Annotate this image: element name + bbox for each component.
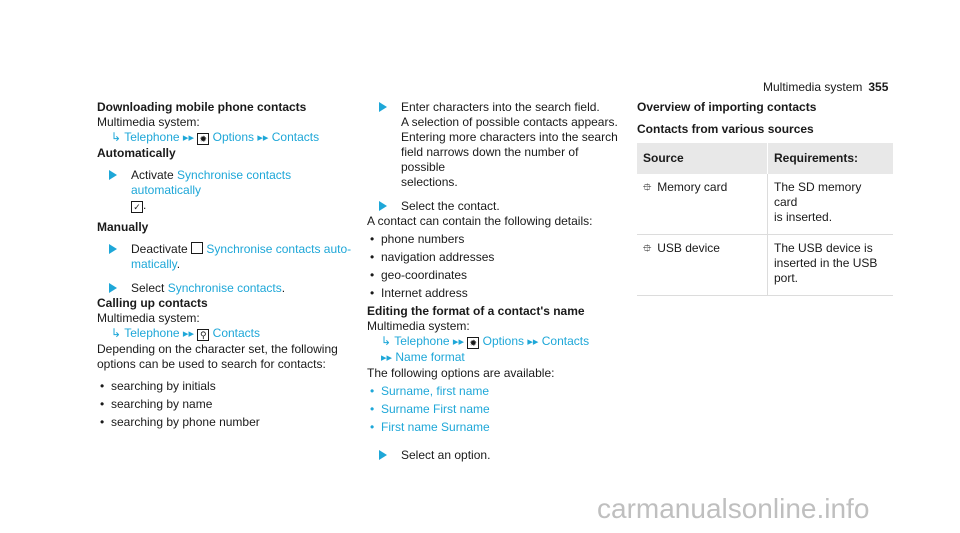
- checkbox-checked-icon: ✓: [131, 201, 143, 213]
- return-arrow-icon: ↳: [111, 130, 122, 144]
- path-telephone[interactable]: Telephone: [394, 334, 450, 348]
- option-item[interactable]: • First name Surname: [367, 420, 619, 435]
- auto-step: Activate Synchronise contacts automatically ✓ .: [97, 168, 352, 213]
- edit-menu-path-cont: [367, 350, 619, 366]
- call-text: Depending on the character set, the following: [97, 342, 338, 356]
- return-arrow-icon: ↳: [111, 326, 122, 340]
- edit-path-label: Multimedia system:: [367, 319, 470, 333]
- path-options[interactable]: Options: [482, 334, 525, 348]
- chevron-right-icon: ▸▸: [182, 132, 194, 144]
- column-1: [97, 100, 352, 430]
- list-item: • phone numbers: [367, 232, 619, 247]
- manual-heading: Manually: [97, 220, 149, 234]
- running-header: [763, 80, 888, 95]
- table-header-row: [637, 143, 893, 174]
- step-arrow-icon: [379, 201, 387, 211]
- step-arrow-icon: [109, 244, 117, 254]
- sync-manual-link[interactable]: Synchronise contacts auto-: [206, 242, 352, 256]
- edit-heading: Editing the format of a contact's name: [367, 304, 585, 318]
- page-number: 355: [868, 80, 889, 94]
- select-sync-step: Select Synchronise contacts.: [97, 281, 352, 296]
- col-header-requirements: Requirements:: [768, 143, 894, 174]
- sync-auto-link[interactable]: Synchronise contacts automatically: [131, 168, 292, 197]
- list-item: • searching by name: [97, 397, 352, 412]
- path-contacts[interactable]: Contacts: [541, 334, 590, 348]
- gear-icon: ✹: [197, 133, 209, 145]
- path-options[interactable]: Options: [212, 130, 255, 144]
- call-path-label: Multimedia system:: [97, 311, 200, 325]
- column-2: [367, 100, 619, 463]
- return-arrow-icon: ↳: [381, 334, 392, 348]
- option-item[interactable]: • Surname First name: [367, 402, 619, 417]
- call-heading: Calling up contacts: [97, 296, 208, 310]
- list-item: • Internet address: [367, 286, 619, 301]
- available-text: The following options are available:: [367, 366, 555, 380]
- edit-menu-path: [367, 334, 619, 350]
- col-header-source: Source: [637, 143, 768, 174]
- step-arrow-icon: [109, 170, 117, 180]
- watermark: carmanualsonline.info: [597, 493, 870, 524]
- step-arrow-icon: [109, 283, 117, 293]
- option-item[interactable]: • Surname, first name: [367, 384, 619, 399]
- table-row: ⯐ USB device The USB device is inserted in the USB port.: [637, 235, 893, 296]
- chevron-right-icon: ▸▸: [452, 336, 464, 348]
- chevron-right-icon: ▸▸: [257, 132, 269, 144]
- path-name-format[interactable]: Name format: [395, 350, 465, 364]
- chevron-right-icon: ▸▸: [182, 328, 194, 340]
- select-option-step: Select an option.: [367, 448, 619, 463]
- dl-heading: Downloading mobile phone contacts: [97, 100, 307, 114]
- dl-path-label: Multimedia system:: [97, 115, 200, 129]
- path-telephone[interactable]: Telephone: [124, 326, 180, 340]
- list-item: • searching by initials: [97, 379, 352, 394]
- contains-text: A contact can contain the following details:: [367, 214, 593, 228]
- checkbox-empty-icon: [191, 242, 203, 254]
- call-text: options can be used to search for contacts:: [97, 357, 326, 371]
- gear-icon: ✹: [467, 337, 479, 349]
- step-arrow-icon: [379, 450, 387, 460]
- auto-heading: Automatically: [97, 146, 176, 160]
- path-contacts[interactable]: Contacts: [212, 326, 261, 340]
- select-contact-step: Select the contact.: [367, 199, 619, 214]
- list-item: • geo-coordinates: [367, 268, 619, 283]
- sources-table: [637, 143, 893, 296]
- path-telephone[interactable]: Telephone: [124, 130, 180, 144]
- step-arrow-icon: [379, 102, 387, 112]
- column-3: [637, 100, 893, 296]
- list-item: • navigation addresses: [367, 250, 619, 265]
- call-menu-path: [97, 326, 352, 342]
- section-title: Multimedia system: [763, 80, 863, 94]
- dl-menu-path: [97, 130, 352, 146]
- list-item: • searching by phone number: [97, 415, 352, 430]
- enter-step: Enter characters into the search field. A selection of possible contacts appears. Entering more characters into the search field narrows down the number of possible selections.: [367, 100, 619, 190]
- overview-heading: Overview of importing contacts: [637, 100, 817, 114]
- usb-icon: ⯐: [643, 182, 652, 194]
- usb-icon: ⯐: [643, 243, 652, 255]
- chevron-right-icon: ▸▸: [527, 336, 539, 348]
- path-contacts[interactable]: Contacts: [271, 130, 320, 144]
- manual-step: Deactivate Synchronise contacts auto- matically.: [97, 242, 352, 272]
- search-icon: ⚲: [197, 329, 209, 341]
- sources-heading: Contacts from various sources: [637, 122, 814, 136]
- chevron-right-icon: ▸▸: [381, 352, 393, 364]
- table-row: ⯐ Memory card The SD memory card is inserted.: [637, 174, 893, 235]
- sync-contacts-link[interactable]: Synchronise contacts: [167, 281, 282, 295]
